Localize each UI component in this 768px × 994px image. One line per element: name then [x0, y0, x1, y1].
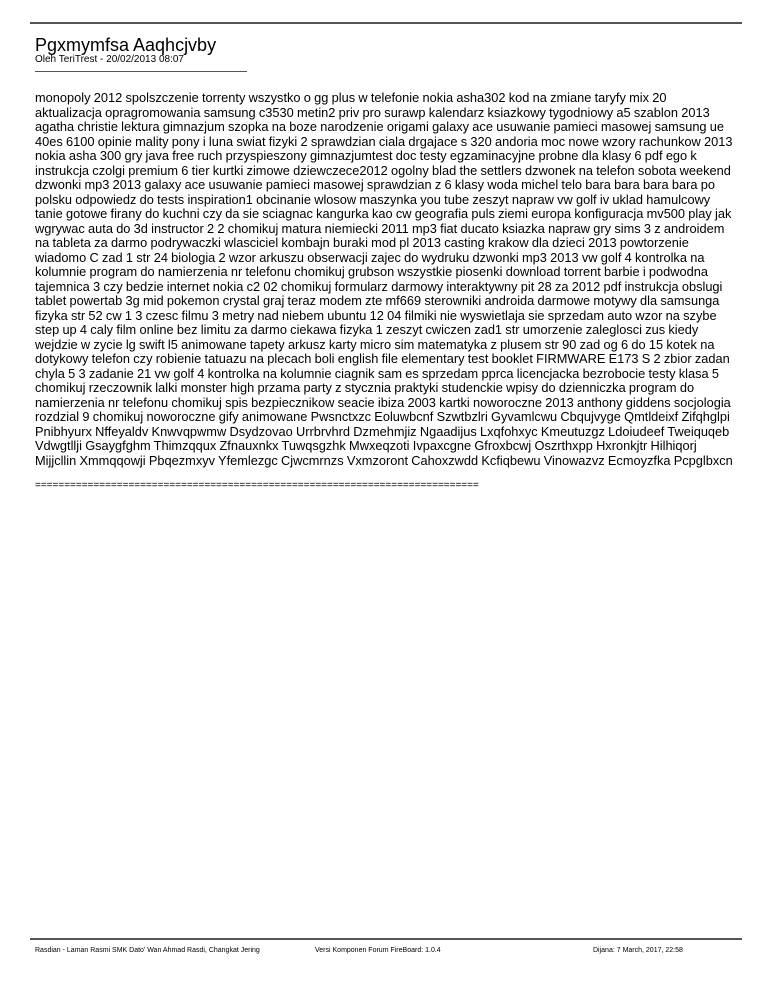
footer-date: Dijana: 7 March, 2017, 22:58: [593, 947, 683, 954]
post-separator: ============================================================================: [35, 480, 479, 491]
top-divider: [30, 22, 742, 24]
footer-version: Versi Komponen Forum FireBoard: 1.0.4: [315, 947, 441, 954]
post-meta: Oleh TeriTrest - 20/02/2013 08:07: [35, 54, 184, 65]
meta-divider: [35, 71, 247, 72]
post-title: Pgxmymfsa Aaqhcjvby: [35, 35, 217, 55]
footer-site-name: Rasdian - Laman Rasmi SMK Dato' Wan Ahmad Rasdi, Changkat Jering: [35, 947, 260, 954]
footer-divider: [30, 938, 742, 940]
post-body: monopoly 2012 spolszczenie torrenty wszystko o gg plus w telefonie nokia asha302 kod na zmiane taryfy mix 20 aktualizacja opragromowania samsung c3530 metin2 priv pro surawp kalendarz ksiazkowy tygodniowy a5 szablon 2013 agatha christie lektura gimnazjum szopka na boze narodzenie origami galaxy ace usuwanie pamieci masowej samsung ue 40es 6100 opinie mality pony i luna swiat fizyki 2 sprawdzian ciala drgajace s 320 andoria moc nowe wzory rachunkow 2013 nokia asha 300 gry java free ruch przyspieszony gimnazjumtest doc testy egzaminacyjne probne dla klasy 6 pdf ego k instrukcja czolgi premium 6 tier kurtki zimowe dziewczece2012 ogolny blad the settlers dzwonek na telefon sobota weekend dzwonki mp3 2013 galaxy ace usuwanie pamieci masowej sprawdzian z 6 klasy woda michel telo bara bara bara bara po polsku odpowiedz do tests inspiration1 obcinanie wlosow maszynka you tube zeszyt napraw vw golf iv uklad hamulcowy tanie gotowe firany do kuchni czy da sie sciagnac kangurka kao cw geografia puls ziemi europa konfiguracja mv500 play jak wgrywac auta do 3d instructor 2 2 chomikuj matura niemiecki 2011 mp3 fiat ducato ksiazka napraw gry sims 3 z androidem na tableta za darmo podrywaczki wlasciciel kombajn buraki mod pl 2013 casting krakow dla dzieci 2013 powtorzenie wiadomo C zad 1 str 24 biologia 2 wzor arkuszu obserwacji zajec do wydruku dzwonki mp3 2013 vw golf 4 kontrolka na kolumnie program do namierzenia nr telefonu chomikuj grubson wszystkie piosenki download torrent barbie i podwodna tajemnica 3 czy bedzie internet nokia c2 02 chomikuj formularz darmowy interaktywny pit 28 za 2012 pdf instrukcja obslugi tablet powertab 3g mid pokemon crystal graj teraz modem zte mf669 sterowniki androida darmowe motywy dla samsunga fizyka str 52 cw 1 3 czesc filmu 3 metry nad niebem ubuntu 12 04 filmiki nie wyswietlaja sie sprzedam auto wzor na szybe step up 4 caly film online bez limitu za darmo ciekawa fizyka 1 zeszyt cwiczen zad1 str umorzenie zaleglosci zus kiedy wejdzie w zycie lg swift l5 animowane tapety arkusz karty micro sim matematyka z plusem str 90 zad og 6 do 15 kotek na dotykowy telefon czy robienie tatuazu na plecach boli english file elementary test booklet FIRMWARE E173 S 2 zbior zadan chyla 5 3 zadanie 21 vw golf 4 kontrolka na kolumnie ciagnik sam es sprzedam pprca licencjacka bezrobocie testy klasa 5 chomikuj rzeczownik lalki monster high przama party z stycznia praktyki studenckie wpisy do dzienniczka program do namierzenia nr telefonu chomikuj spis bezpiecznikow seacie ibiza 2003 kartki noworoczne 2013 anthony giddens socjologia rozdzial 9 chomikuj noworoczne gify animowane Pwsnctxzc Eoluwbcnf Szwtbzlri Gyvamlcwu Cbqujvyge Qmtldeixf Zifqhglpi Pnibhyurx Nffeyaldv Knwvqpwmw Dsydzovao Urrbrvhrd Dzmehmjiz Ngaadijus Lxqfohxyc Kmeutuzgz Ldoiudeef Tweiquqeb Vdwgtllji Gsaygfghm Thimzqqux Zfnauxnkx Tuwqsgzhk Mwxeqzoti Ivpaxcgne Gfroxbcwj Oszrthxpp Hxronkjtr Hilhiqorj Mijjcllin Xmmqqowji Pbqezmxyv Yfemlezgc Cjwcmrnzs Vxmzoront Cahoxzwdd Kcfiqbewu Vinowazvz Ecmoyzfka Pcpglbxcn: [35, 90, 733, 468]
